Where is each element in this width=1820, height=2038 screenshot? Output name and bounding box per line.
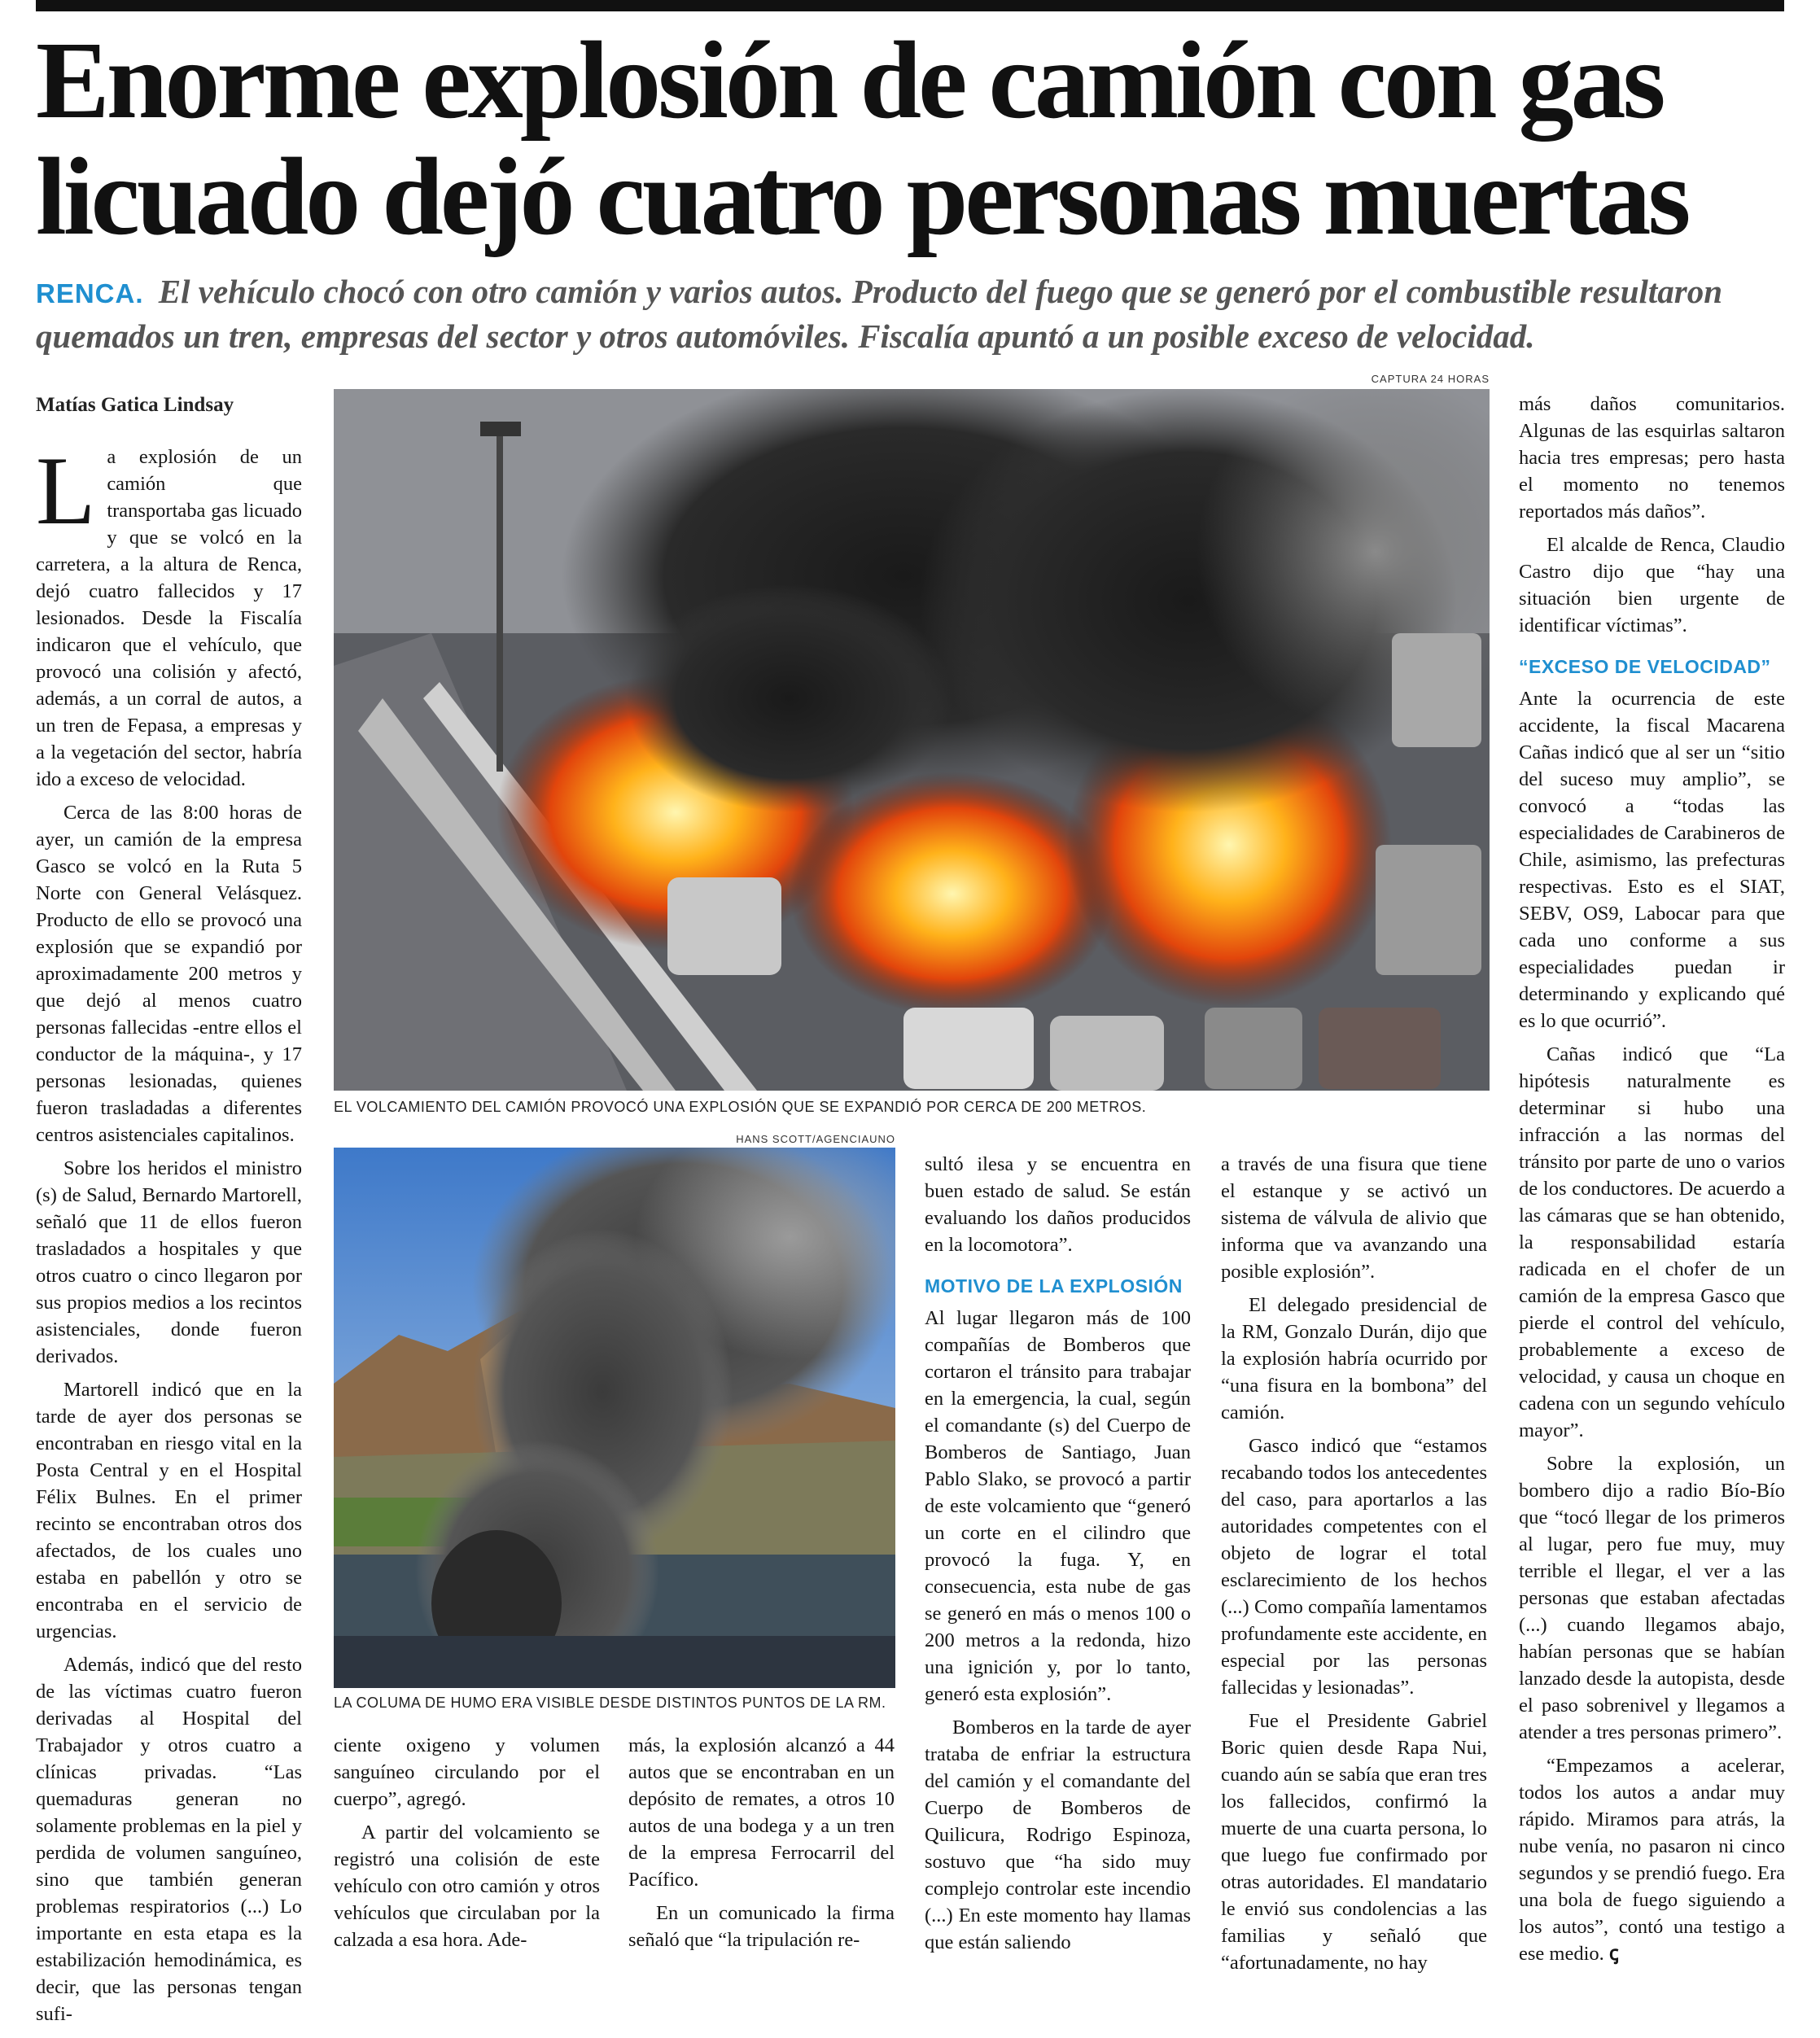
photo-credit: CAPTURA 24 HORAS: [1371, 373, 1490, 385]
paragraph: La explosión de un camión que transportaba gas licuado y que se volcó en la carretera, a la altura de Renca, dejó cuatro fallecidos y 17 lesionados. Desde la Fiscalía indicaron que el vehículo, que provocó una colisión y afectó, además, a un corral de autos, a un tren de Fepasa, a empresas y a la vegetación del sector, habría ido a exceso de velocidad.: [36, 444, 302, 790]
headline: Enorme explosión de camión con gas licuado dejó cuatro personas muertas: [36, 20, 1688, 258]
fire-explosion-photo: [334, 389, 1490, 1091]
paragraph: sultó ilesa y se encuentra en buen estado de salud. Se están evaluando los daños producidos en la locomotora”.: [925, 1153, 1191, 1256]
paragraph: El alcalde de Renca, Claudio Castro dijo que “hay una situación bien urgente de identificar víctimas”.: [1519, 534, 1785, 636]
paragraph: Ante la ocurrencia de este accidente, la fiscal Macarena Cañas indicó que al ser un “sitio del suceso muy amplio”, se convocó a “todas las especialidades de Carabineros de Chile, asimismo, las prefecturas respectivas. Esto es el SIAT, SEBV, OS9, Labocar para que cada uno conforme a sus especialidades puedan ir determinando y explicando qué es lo que ocurrió”.: [1519, 688, 1785, 1032]
column-1: [36, 444, 302, 2031]
paragraph: Gasco indicó que “estamos recabando todos los antecedentes del caso, para aportarlos a las autoridades competentes con el objeto de lograr el total esclarecimiento de los hechos (...) Como compañía lamentamos profundamente este accidente, en especial por las personas fallecidas y lesionadas”.: [1221, 1435, 1487, 1699]
drop-cap: L: [36, 444, 96, 544]
photo-caption: EL VOLCAMIENTO DEL CAMIÓN PROVOCÓ UNA EXPLOSIÓN QUE SE EXPANDIÓ POR CERCA DE 200 METROS.: [334, 1099, 1147, 1115]
column-4: [925, 1151, 1191, 2030]
column-6: [1519, 391, 1785, 2031]
paragraph: Martorell indicó que en la tarde de ayer dos personas se encontraban en riesgo vital en la Posta Central y en el Hospital Félix Bulnes. En el primer recinto se encontraban otros dos afectados, de los cuales uno estaba en pabellón y otro se encontraba en el servicio de urgencias.: [36, 1379, 302, 1642]
paragraph: Sobre la explosión, un bombero dijo a radio Bío-Bío que “tocó llegar de los primeros al lugar, pero fue muy, muy terrible el llegar, el ver a las personas que estaban afectadas (...) cuando llegamos abajo, habían personas que se habían lanzado desde la autopista, desde el paso sobrenivel y llegamos a atender a tres personas primero”.: [1519, 1453, 1785, 1743]
paragraph: a través de una fisura que tiene el estanque y se activó un sistema de válvula de alivio que informa que va avanzando una posible explosión”.: [1221, 1153, 1487, 1283]
column-2: [334, 1732, 600, 2025]
byline: Matías Gatica Lindsay: [36, 394, 234, 416]
paragraph: Fue el Presidente Gabriel Boric quien desde Rapa Nui, cuando aún se sabía que eran tres los fallecidos, confirmó la muerte de una cuarta persona, lo que luego fue confirmado por otras autoridades. El mandatario le envió sus condolencias a las familias y señaló que “afortunadamente, no hay: [1221, 1710, 1487, 1974]
end-mark-icon: ꞔ: [1608, 1943, 1619, 1965]
smoke-column-photo: [334, 1148, 895, 1688]
paragraph: A partir del volcamiento se registró una colisión de este vehículo con otro camión y otros vehículos que circulaban por la calzada a esa hora. Ade-: [334, 1822, 600, 1951]
paragraph: El delegado presidencial de la RM, Gonzalo Durán, dijo que la explosión habría ocurrido por “una fisura en la bombona” del camión.: [1221, 1294, 1487, 1424]
column-3: [628, 1732, 895, 2025]
deck: [36, 270, 1786, 357]
paragraph: Sobre los heridos el ministro (s) de Salud, Bernardo Martorell, señaló que 11 de ellos fueron trasladados a hospitales y que otros cuatro o cinco llegaron por sus propios medios a los recintos asistenciales, donde fueron derivados.: [36, 1157, 302, 1367]
photo-caption: LA COLUMA DE HUMO ERA VISIBLE DESDE DISTINTOS PUNTOS DE LA RM.: [334, 1695, 886, 1711]
top-rule: [36, 0, 1784, 11]
deck-text: El vehículo chocó con otro camión y varios autos. Producto del fuego que se generó por el combustible resultaron quemados un tren, empresas del sector y otros automóviles. Fiscalía apuntó a un posible exceso de velocidad.: [36, 273, 1723, 355]
paragraph: “Empezamos a acelerar, todos los autos a andar muy rápido. Miramos para atrás, la nube venía, no pasaron ni cinco segundos y se prendió fuego. Era una bola de fuego siguiendo a los autos”, contó una testigo a ese medio. ꞔ: [1519, 1755, 1785, 1965]
paragraph: Cerca de las 8:00 horas de ayer, un camión de la empresa Gasco se volcó en la Ruta 5 Norte con General Velásquez. Producto de ello se provocó una explosión que se expandió por aproximadamente 200 metros y que dejó al menos cuatro personas fallecidas -entre ellos el conductor de la máquina-, y 17 personas lesionadas, quienes fueron trasladadas a diferentes centros asistenciales capitalinos.: [36, 802, 302, 1146]
paragraph: más, la explosión alcanzó a 44 autos que se encontraban en un depósito de remates, a otros 10 autos de una bodega y a un tren de la empresa Ferrocarril del Pacífico.: [628, 1734, 895, 1891]
paragraph: Además, indicó que del resto de las víctimas cuatro fueron derivadas al Hospital del Trabajador y otros cuatro a clínicas privadas. “Las quemaduras generan no solamente problemas en la piel y perdida de volumen sanguíneo, sino que también generan problemas respiratorios (...) Lo importante en esta etapa es la estabilización hemodinámica, es decir, que las personas tengan sufi-: [36, 1654, 302, 2025]
subhead: MOTIVO DE LA EXPLOSIÓN: [925, 1275, 1183, 1297]
paragraph: Al lugar llegaron más de 100 compañías de Bomberos que cortaron el tránsito para trabajar en la emergencia, la cual, según el comandante (s) del Cuerpo de Bomberos de Santiago, Juan Pablo Slako, se provocó a partir de este volcamiento que “generó un corte en el cilindro que provocó la fuga. Y, en consecuencia, esta nube de gas se generó en más o menos 100 o 200 metros a la redonda, hizo una ignición y, por lo tanto, generó esta explosión”.: [925, 1307, 1191, 1705]
paragraph: Bomberos en la tarde de ayer trataba de enfriar la estructura del camión y el comandante del Cuerpo de Bomberos de Quilicura, Rodrigo Espinoza, sostuvo que “ha sido muy complejo controlar este incendio (...) En este momento hay llamas que están saliendo: [925, 1717, 1191, 1953]
paragraph: ciente oxigeno y volumen sanguíneo circulando por el cuerpo”, agregó.: [334, 1734, 600, 1810]
column-5: [1221, 1151, 1487, 2030]
paragraph: Cañas indicó que “La hipótesis naturalmente es determinar si hubo una infracción a las normas del tránsito por parte de uno o varios de los conductores. De acuerdo a las cámaras que se han obtenido, la responsabilidad estaría radicada en el chofer de un camión de la empresa Gasco que pierde el control del vehículo, probablemente a exceso de velocidad, y causa un choque en cadena con un segundo vehículo mayor”.: [1519, 1043, 1785, 1441]
dateline-place: RENCA.: [36, 278, 144, 308]
paragraph: En un comunicado la firma señaló que “la tripulación re-: [628, 1902, 895, 1951]
paragraph: más daños comunitarios. Algunas de las esquirlas saltaron hacia tres empresas; pero hasta el momento no tenemos reportados más daños”.: [1519, 393, 1785, 523]
photo-credit: HANS SCOTT/AGENCIAUNO: [736, 1133, 895, 1145]
subhead: “EXCESO DE VELOCIDAD”: [1519, 656, 1771, 677]
